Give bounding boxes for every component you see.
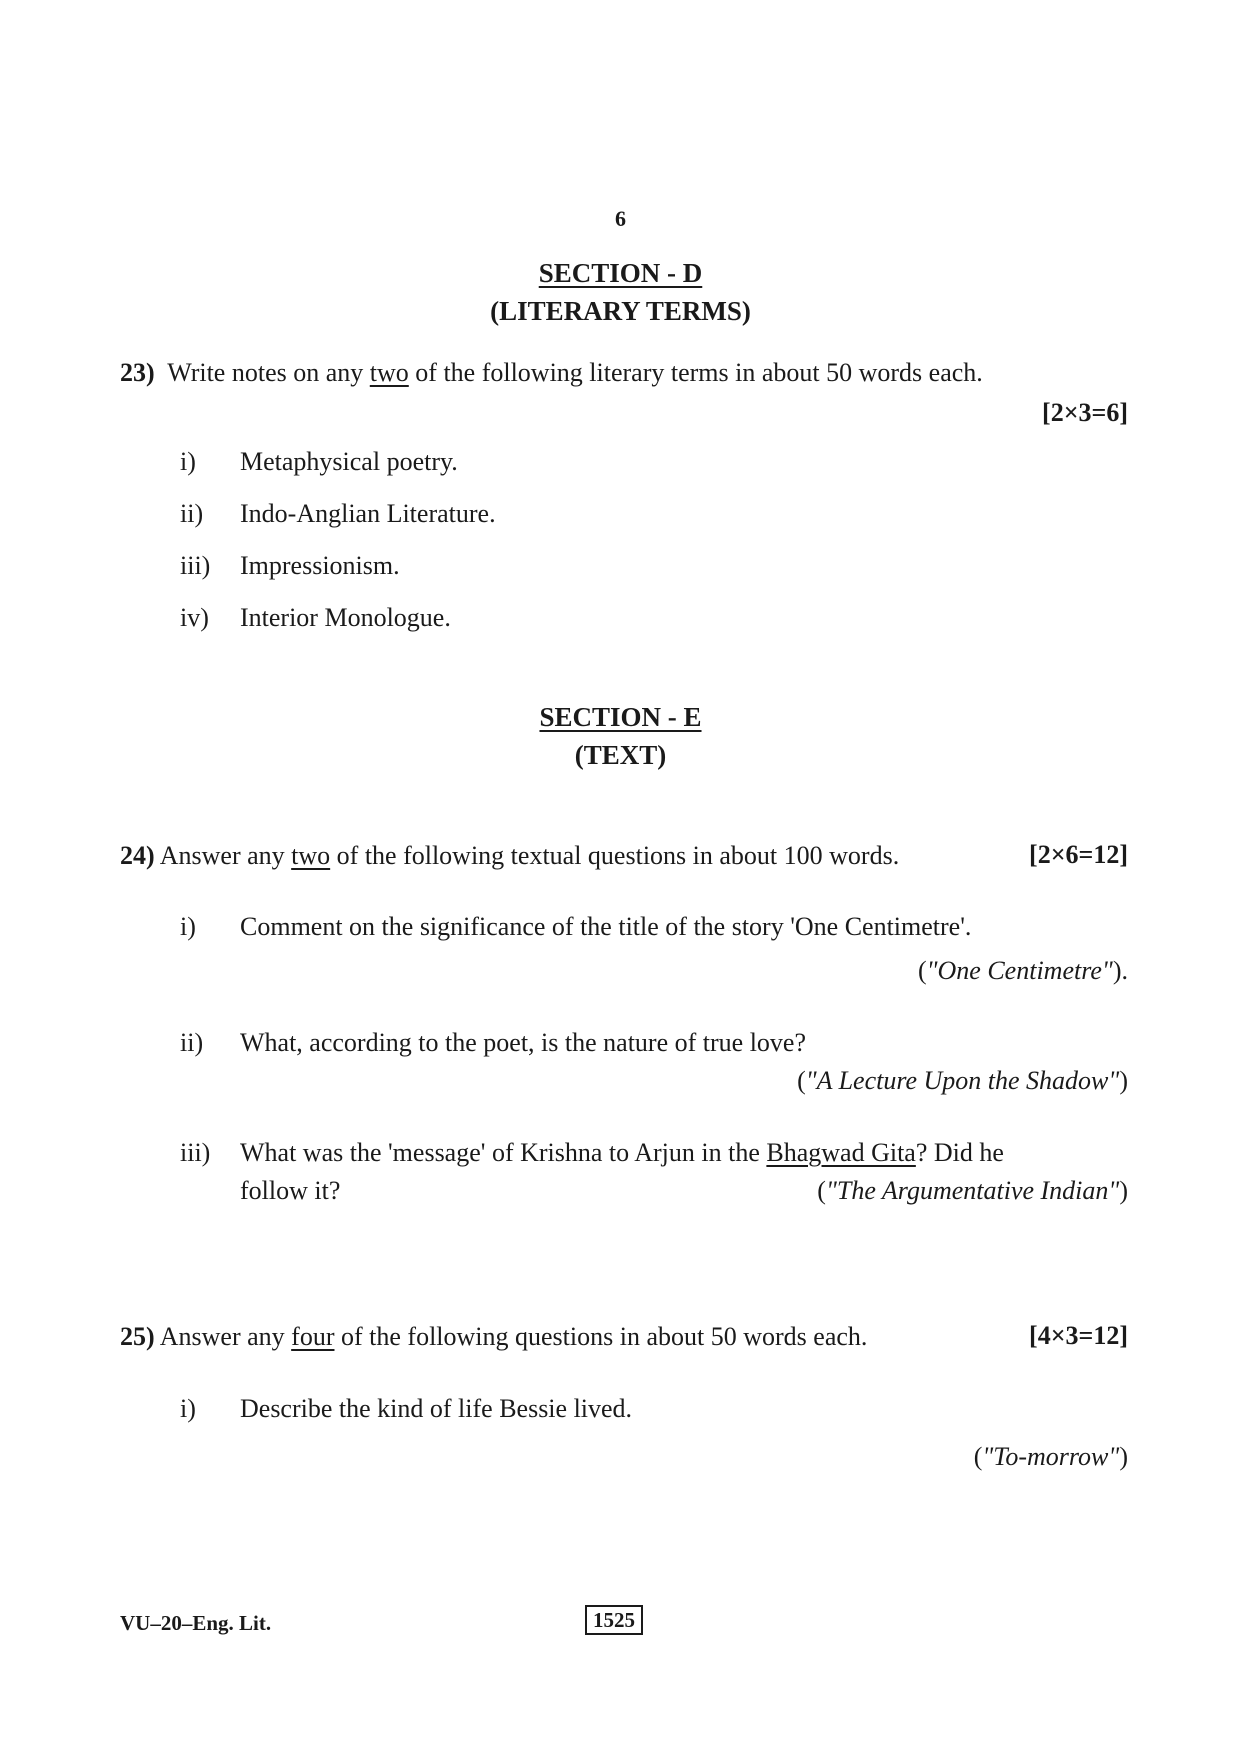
question-23: 23) Write notes on any two of the following literary terms in about 50 words each. — [120, 358, 983, 387]
list-item-number: ii) — [180, 499, 204, 528]
list-item-number: ii) — [180, 1028, 204, 1057]
source-citation: ("A Lecture Upon the Shadow") — [797, 1066, 1128, 1095]
marks-label: [4×3=12] — [1029, 1321, 1128, 1350]
list-item: What, according to the poet, is the nature of true love? — [240, 1028, 807, 1057]
list-item-number: iv) — [180, 603, 209, 632]
question-number: 23) — [120, 358, 155, 387]
list-item-number: i) — [180, 447, 196, 476]
list-item-number: i) — [180, 912, 196, 941]
list-item-continuation: follow it? — [240, 1176, 341, 1205]
list-item: Describe the kind of life Bessie lived. — [240, 1394, 633, 1423]
section-e-title: SECTION - E — [539, 702, 702, 732]
marks-label: [2×6=12] — [1029, 840, 1128, 869]
footer-code: VU–20–Eng. Lit. — [120, 1611, 272, 1635]
section-e-subtitle: (TEXT) — [574, 740, 667, 770]
marks-label: [2×3=6] — [1042, 398, 1128, 427]
list-item: Comment on the significance of the title of the story 'One Centimetre'. — [240, 912, 972, 941]
list-item-number: iii) — [180, 551, 211, 580]
section-d-subtitle: (LITERARY TERMS) — [490, 296, 751, 326]
list-item: Impressionism. — [240, 551, 400, 580]
list-item-number: iii) — [180, 1138, 211, 1167]
footer-page-box: 1525 — [585, 1608, 643, 1633]
question-number: 25) — [120, 1322, 155, 1351]
source-citation: ("The Argumentative Indian") — [817, 1176, 1128, 1205]
source-citation: ("To-morrow") — [973, 1442, 1128, 1471]
list-item: Indo-Anglian Literature. — [240, 499, 496, 528]
question-24: 24) Answer any two of the following textual questions in about 100 words. — [120, 841, 900, 870]
page-number: 6 — [615, 206, 626, 231]
list-item-number: i) — [180, 1394, 196, 1423]
list-item: What was the 'message' of Krishna to Arjun in the Bhagwad Gita? Did he — [240, 1138, 1004, 1167]
list-item: Interior Monologue. — [240, 603, 451, 632]
section-d-title: SECTION - D — [538, 258, 703, 288]
source-citation: ("One Centimetre"). — [917, 956, 1128, 985]
list-item: Metaphysical poetry. — [240, 447, 458, 476]
question-25: 25) Answer any four of the following questions in about 50 words each. — [120, 1322, 868, 1351]
question-number: 24) — [120, 841, 155, 870]
